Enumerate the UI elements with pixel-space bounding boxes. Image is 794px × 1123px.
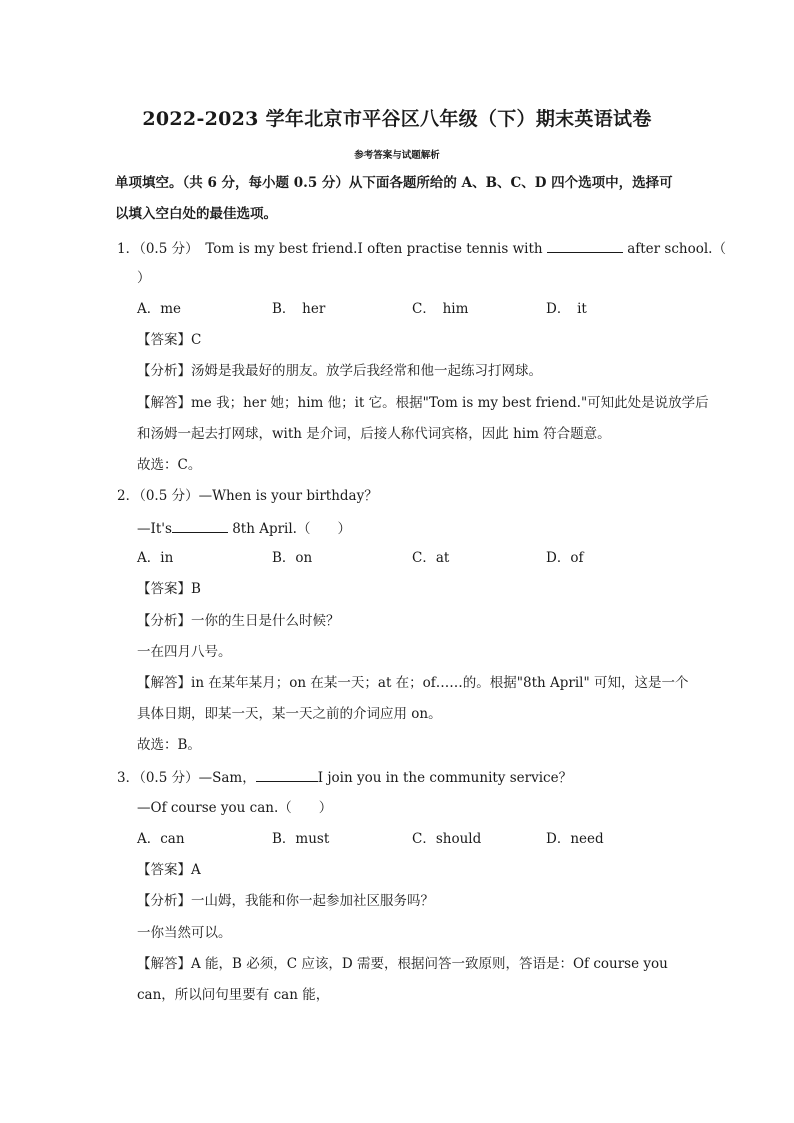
question-2-option-c: C．at <box>412 550 450 566</box>
question-3-option-a: A．can <box>137 831 185 847</box>
question-2-solution: 【解答】in 在某年某月；on 在某一天；at 在；of……的。根据"8th April" 可知，这是一个 <box>137 675 689 691</box>
question-3-stem-cont: —Of course you can.（ ） <box>137 800 333 816</box>
question-1-solution-cont: 和汤姆一起去打网球，with 是介词，后接人称代词宾格，因此 him 符合题意。 <box>137 426 611 442</box>
question-3-blank <box>256 767 318 782</box>
question-2-analysis: 【分析】一你的生日是什么时候？ <box>137 613 340 629</box>
question-2-option-d: D．of <box>546 550 584 566</box>
question-2-stem-suffix: 8th April.（ ） <box>232 521 351 537</box>
question-1-option-b: B． her <box>272 301 326 317</box>
question-1-analysis: 【分析】汤姆是我最好的朋友。放学后我经常和他一起练习打网球。 <box>137 363 542 379</box>
question-2-option-a: A．in <box>137 550 174 566</box>
question-3-analysis: 【分析】一山姆，我能和你一起参加社区服务吗？ <box>137 893 434 909</box>
question-1-option-c: C． him <box>412 301 469 317</box>
question-2-stem: 2．（0.5 分）—When is your birthday？ <box>117 488 378 504</box>
question-1-stem <box>117 238 726 258</box>
question-3-option-d: D．need <box>546 831 604 847</box>
question-1-answer: 【答案】C <box>137 332 202 348</box>
question-2-stem-prefix: —It's <box>137 521 172 537</box>
question-2-stem-cont <box>137 518 351 538</box>
question-1-solution: 【解答】me 我；her 她；him 他；it 它。根据"Tom is my best friend."可知此处是说放学后 <box>137 395 709 411</box>
question-2-option-b: B．on <box>272 550 313 566</box>
question-3-analysis-cont: 一你当然可以。 <box>137 925 232 941</box>
question-3-solution: 【解答】A 能，B 必须，C 应该，D 需要，根据问答一致原则，答语是：Of course you <box>137 956 668 972</box>
question-1-stem-prefix: 1．（0.5 分） Tom is my best friend.I often practise tennis with <box>117 241 543 257</box>
question-2-blank <box>172 518 228 533</box>
question-1-stem-suffix: after school.（ <box>627 241 726 257</box>
question-1-stem-cont: ） <box>137 270 151 286</box>
question-2-solution-cont: 具体日期，即某一天，某一天之前的介词应用 on。 <box>137 706 442 722</box>
question-3-stem-suffix: I join you in the community service？ <box>317 770 573 786</box>
question-3-option-c: C．should <box>412 831 482 847</box>
section-instruction: 单项填空。（共 6 分，每小题 0.5 分）从下面各题所给的 A、B、C、D 四个选项中，选择可 <box>115 175 673 191</box>
question-1-blank <box>547 238 623 253</box>
page-subtitle: 参考答案与试题解析 <box>354 150 440 161</box>
question-1-option-d: D． it <box>546 301 587 317</box>
page-title: 2022-2023 学年北京市平谷区八年级（下）期末英语试卷 <box>142 108 652 130</box>
question-2-analysis-cont: 一在四月八号。 <box>137 644 232 660</box>
question-3-stem-prefix: 3．（0.5 分）—Sam， <box>117 770 256 786</box>
section-instruction-cont: 以填入空白处的最佳选项。 <box>115 206 277 222</box>
question-2-choice: 故选：B。 <box>137 737 201 753</box>
question-2-answer: 【答案】B <box>137 581 201 597</box>
question-3-stem <box>117 767 572 787</box>
question-3-solution-cont: can，所以问句里要有 can 能， <box>137 987 330 1003</box>
question-3-option-b: B．must <box>272 831 330 847</box>
question-1-choice: 故选：C。 <box>137 457 202 473</box>
question-3-answer: 【答案】A <box>137 862 201 878</box>
question-1-option-a: A．me <box>137 301 182 317</box>
